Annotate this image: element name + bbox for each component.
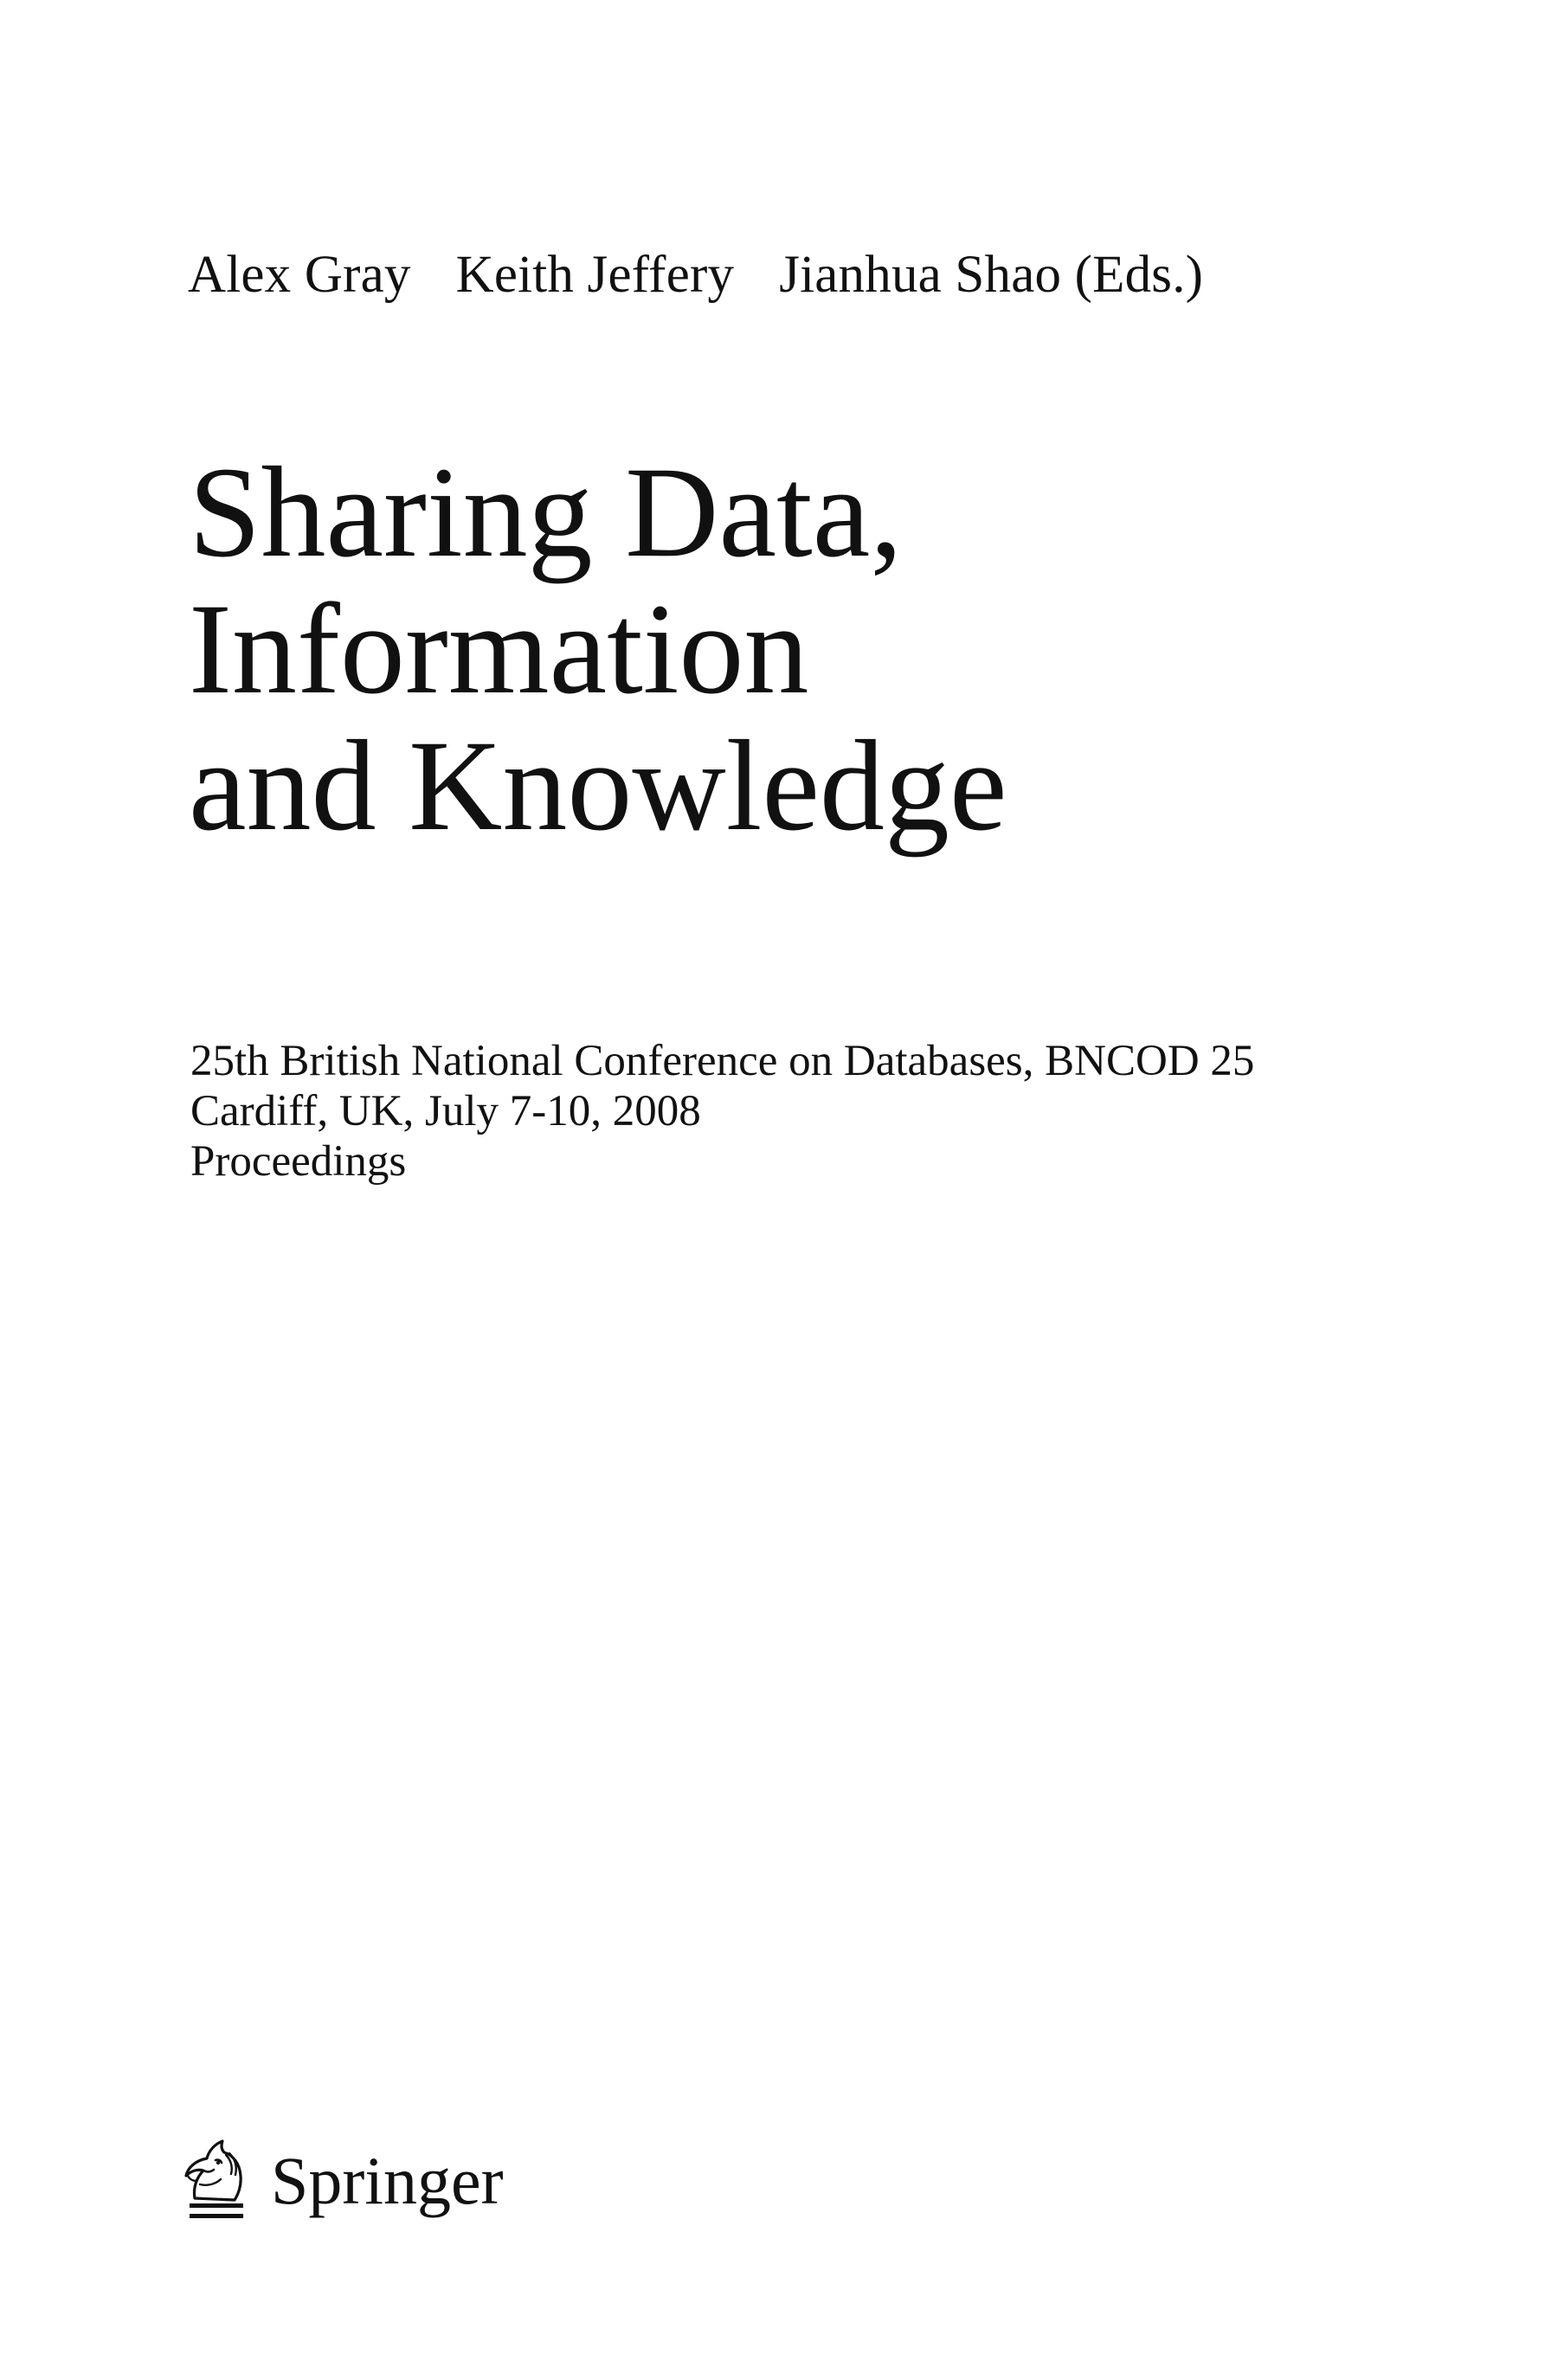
book-title [189,441,1007,858]
conference-info [190,1036,1254,1187]
springer-horse-icon [177,2134,252,2231]
publisher-imprint [177,2131,504,2235]
editor-name: Jianhua Shao (Eds.) [779,246,1204,304]
editor-name: Alex Gray [188,246,411,304]
title-line: Information [189,577,809,721]
title-line: and Knowledge [189,714,1007,858]
editor-name: Keith Jeffery [455,246,735,304]
proceedings-label: Proceedings [190,1137,407,1186]
title-line: Sharing Data, [189,441,903,584]
editors-line [188,244,1203,306]
conference-location-date: Cardiff, UK, July 7-10, 2008 [190,1087,701,1135]
conference-name: 25th British National Conference on Databases, BNCOD 25 [190,1037,1255,1085]
publisher-name: Springer [271,2143,504,2218]
